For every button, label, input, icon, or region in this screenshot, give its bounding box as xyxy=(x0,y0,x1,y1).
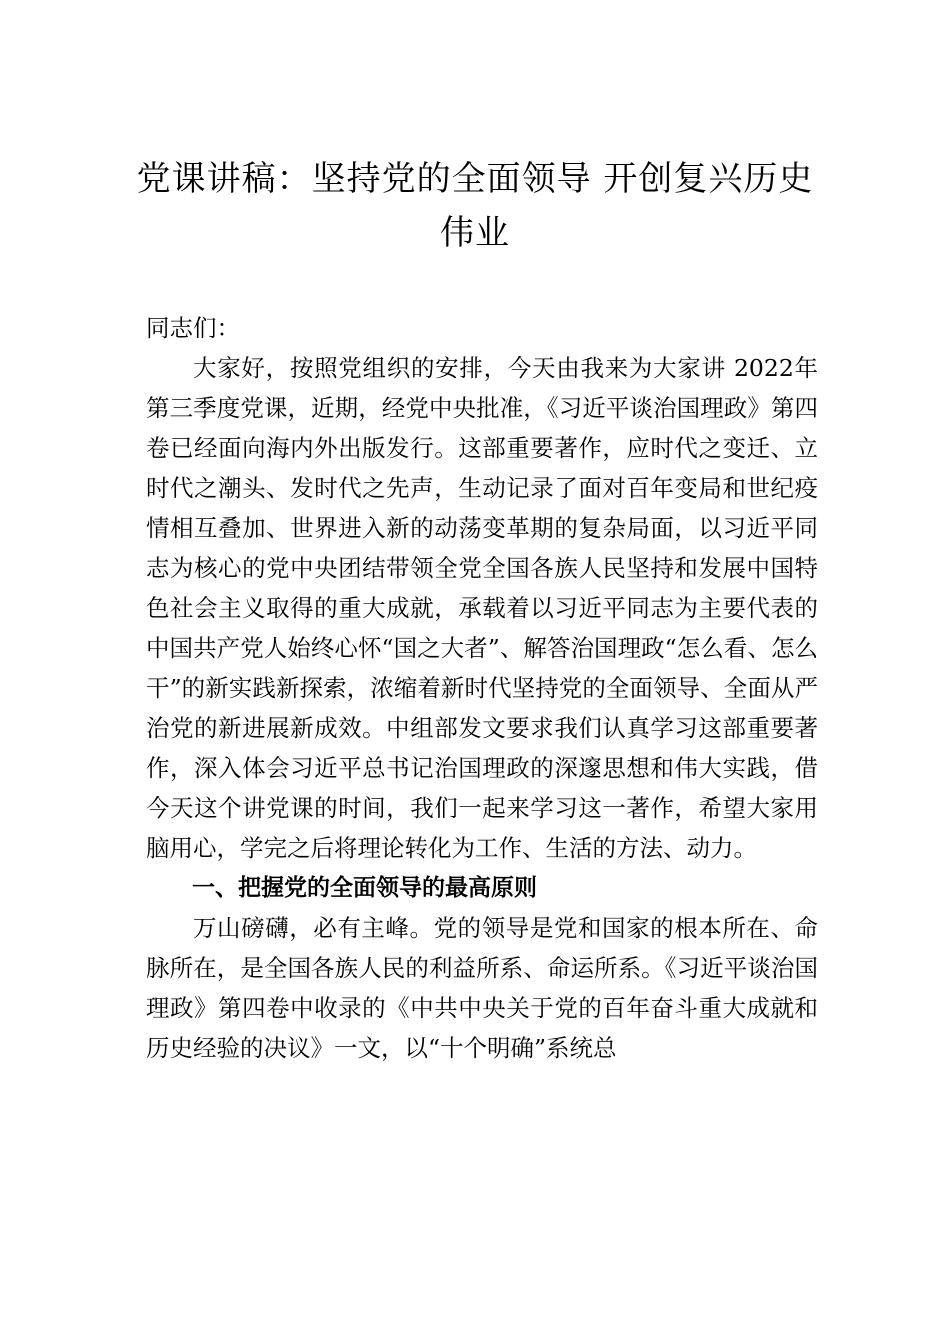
paragraph-section-1: 万山磅礴，必有主峰。党的领导是党和国家的根本所在、命脉所在，是全国各族人民的利益所系、命运所系。《习近平谈治国理政》第四卷中收录的《中共中央关于党的百年奋斗重大成就和历史经验的决议》一文，以“十个明确”系统总 xyxy=(146,914,818,1062)
paragraph-intro: 大家好，按照党组织的安排，今天由我来为大家讲 2022年第三季度党课，近期，经党中央批准，《习近平谈治国理政》第四卷已经面向海内外出版发行。这部重要著作，应时代之变迁、立时代之潮头、发时代之先声，生动记录了面对百年变局和世纪疫情相互叠加、世界进入新的动荡变革期的复杂局面，以习近平同志为核心的党中央团结带领全党全国各族人民坚持和发展中国特色社会主义取得的重大成就，承载着以习近平同志为主要代表的中国共产党人始终心怀“国之大者”、解答治国理政“怎么看、怎么干”的新实践新探索，浓缩着新时代坚持党的全面领导、全面从严治党的新进展新成效。中组部发文要求我们认真学习这部重要著作，深入体会习近平总书记治国理政的深邃思想和伟大实践，借今天这个讲党课的时间，我们一起来学习这一著作，希望大家用脑用心，学完之后将理论转化为工作、生活的方法、动力。 xyxy=(146,354,818,862)
document-title: 党课讲稿：坚持党的全面领导 开创复兴历史伟业 xyxy=(136,159,814,253)
document-body xyxy=(146,308,818,1068)
section-heading-1: 一、把握党的全面领导的最高原则 xyxy=(192,875,537,901)
salutation: 同志们： xyxy=(146,314,240,342)
